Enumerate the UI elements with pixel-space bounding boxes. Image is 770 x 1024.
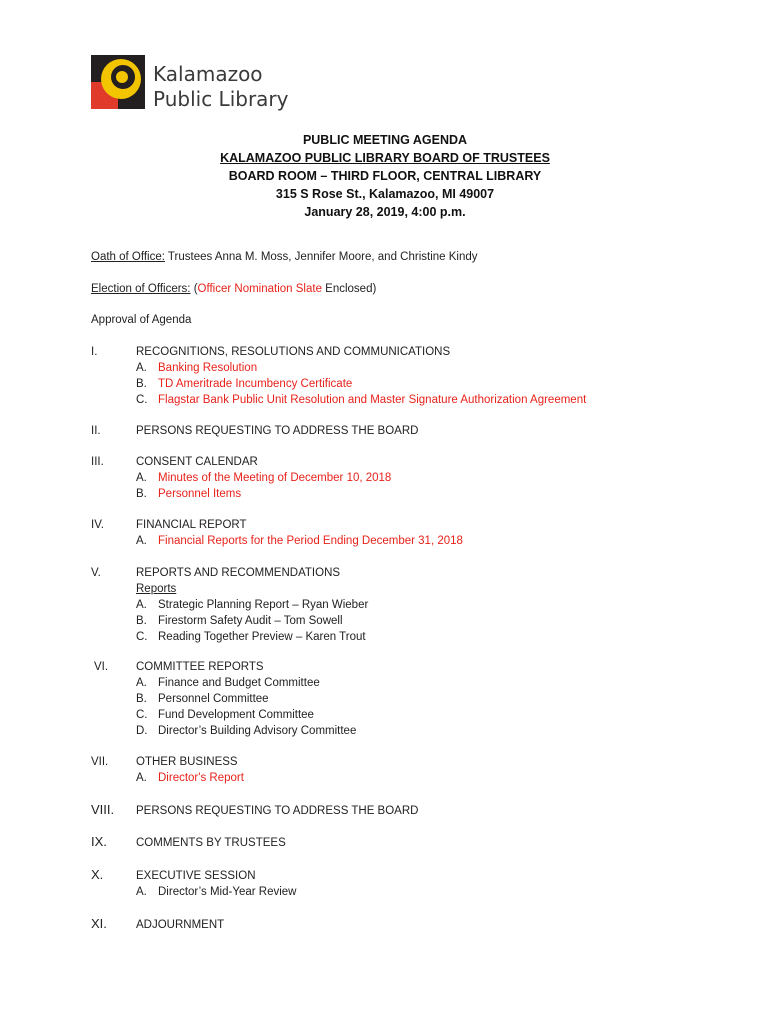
item-letter: B. bbox=[136, 378, 147, 390]
section-title: CONSENT CALENDAR bbox=[136, 456, 258, 468]
section-title: RECOGNITIONS, RESOLUTIONS AND COMMUNICATIONS bbox=[136, 346, 451, 358]
section-title: ADJOURNMENT bbox=[136, 919, 225, 931]
personnel-items-link[interactable]: Personnel Items bbox=[158, 488, 242, 500]
board-name: KALAMAZOO PUBLIC LIBRARY BOARD OF TRUSTEES bbox=[220, 151, 550, 165]
oath-text: Trustees Anna M. Moss, Jennifer Moore, and Christine Kindy bbox=[164, 251, 478, 263]
item-letter: A. bbox=[136, 599, 147, 611]
item-text: Reading Together Preview – Karen Trout bbox=[158, 631, 366, 643]
section-title: PERSONS REQUESTING TO ADDRESS THE BOARD bbox=[136, 425, 419, 437]
item-letter: A. bbox=[136, 772, 147, 784]
meeting-date: January 28, 2019, 4:00 p.m. bbox=[304, 205, 466, 219]
item-letter: A. bbox=[136, 535, 147, 547]
item-letter: C. bbox=[136, 709, 148, 721]
flagstar-resolution-link[interactable]: Flagstar Bank Public Unit Resolution and Master Signature Authorization Agreement bbox=[158, 394, 587, 406]
section-number: VI. bbox=[94, 661, 109, 673]
section-title: OTHER BUSINESS bbox=[136, 756, 238, 768]
list-item bbox=[136, 470, 391, 486]
logo-line-2: Public Library bbox=[153, 87, 289, 111]
section-title: FINANCIAL REPORT bbox=[136, 519, 247, 531]
list-item bbox=[136, 629, 368, 645]
section-number: IV. bbox=[91, 519, 105, 531]
section-number: III. bbox=[91, 456, 104, 468]
directors-report-link[interactable]: Director's Report bbox=[158, 772, 244, 784]
list-item bbox=[136, 360, 586, 376]
officer-nomination-slate-link[interactable]: Officer Nomination Slate bbox=[197, 283, 322, 295]
list-item bbox=[136, 613, 368, 629]
section-number: IX. bbox=[91, 834, 107, 849]
list-item bbox=[136, 675, 356, 691]
election-label: Election of Officers: bbox=[91, 283, 191, 295]
item-letter: A. bbox=[136, 472, 147, 484]
logo-line-1: Kalamazoo bbox=[153, 62, 263, 86]
section-number: XI. bbox=[91, 916, 107, 931]
item-letter: C. bbox=[136, 631, 148, 643]
agenda-header bbox=[0, 131, 770, 221]
list-item bbox=[136, 376, 586, 392]
item-letter: A. bbox=[136, 362, 147, 374]
agenda-title: PUBLIC MEETING AGENDA bbox=[302, 133, 468, 147]
item-text: Director’s Building Advisory Committee bbox=[158, 725, 357, 737]
list-item bbox=[136, 486, 391, 502]
item-text: Firestorm Safety Audit – Tom Sowell bbox=[158, 615, 343, 627]
item-text: Director’s Mid-Year Review bbox=[158, 886, 297, 898]
item-letter: B. bbox=[136, 615, 147, 627]
section-title: REPORTS AND RECOMMENDATIONS bbox=[136, 567, 341, 579]
section-number: VIII. bbox=[91, 802, 115, 817]
list-item bbox=[136, 770, 244, 786]
list-item bbox=[136, 691, 356, 707]
list-item bbox=[136, 723, 356, 739]
meeting-address: 315 S Rose St., Kalamazoo, MI 49007 bbox=[275, 187, 495, 201]
item-text: Strategic Planning Report – Ryan Wieber bbox=[158, 599, 369, 611]
approval-of-agenda: Approval of Agenda bbox=[91, 314, 192, 326]
section-title: EXECUTIVE SESSION bbox=[136, 870, 256, 882]
list-item bbox=[136, 392, 586, 408]
item-letter: C. bbox=[136, 394, 148, 406]
item-letter: B. bbox=[136, 488, 147, 500]
section-number: VII. bbox=[91, 756, 109, 768]
logo-wordmark bbox=[153, 62, 288, 112]
election-open: ( bbox=[190, 283, 198, 295]
section-title: COMMITTEE REPORTS bbox=[136, 661, 264, 673]
section-number: II. bbox=[91, 425, 101, 437]
oath-label: Oath of Office: bbox=[91, 251, 165, 263]
item-letter: D. bbox=[136, 725, 148, 737]
banking-resolution-link[interactable]: Banking Resolution bbox=[158, 362, 258, 374]
item-letter: A. bbox=[136, 886, 147, 898]
election-of-officers bbox=[91, 281, 376, 297]
kpl-swirl-logo-icon bbox=[91, 55, 145, 109]
oath-of-office bbox=[91, 249, 478, 265]
td-ameritrade-certificate-link[interactable]: TD Ameritrade Incumbency Certificate bbox=[158, 378, 353, 390]
section-number: I. bbox=[91, 346, 98, 358]
item-letter: B. bbox=[136, 693, 147, 705]
section-number: V. bbox=[91, 567, 101, 579]
section-title: COMMENTS BY TRUSTEES bbox=[136, 837, 286, 849]
section-number: X. bbox=[91, 867, 104, 882]
minutes-december-link[interactable]: Minutes of the Meeting of December 10, 2018 bbox=[158, 472, 392, 484]
meeting-location: BOARD ROOM – THIRD FLOOR, CENTRAL LIBRARY bbox=[228, 169, 542, 183]
financial-reports-link[interactable]: Financial Reports for the Period Ending December 31, 2018 bbox=[158, 535, 463, 547]
list-item bbox=[136, 884, 296, 900]
item-text: Finance and Budget Committee bbox=[158, 677, 320, 689]
item-text: Personnel Committee bbox=[158, 693, 269, 705]
item-letter: A. bbox=[136, 677, 147, 689]
election-close: Enclosed) bbox=[321, 283, 377, 295]
section-title: PERSONS REQUESTING TO ADDRESS THE BOARD bbox=[136, 805, 419, 817]
list-item bbox=[136, 597, 368, 613]
list-item bbox=[136, 533, 463, 549]
item-text: Fund Development Committee bbox=[158, 709, 314, 721]
list-item bbox=[136, 707, 356, 723]
reports-subheading: Reports bbox=[136, 583, 177, 595]
